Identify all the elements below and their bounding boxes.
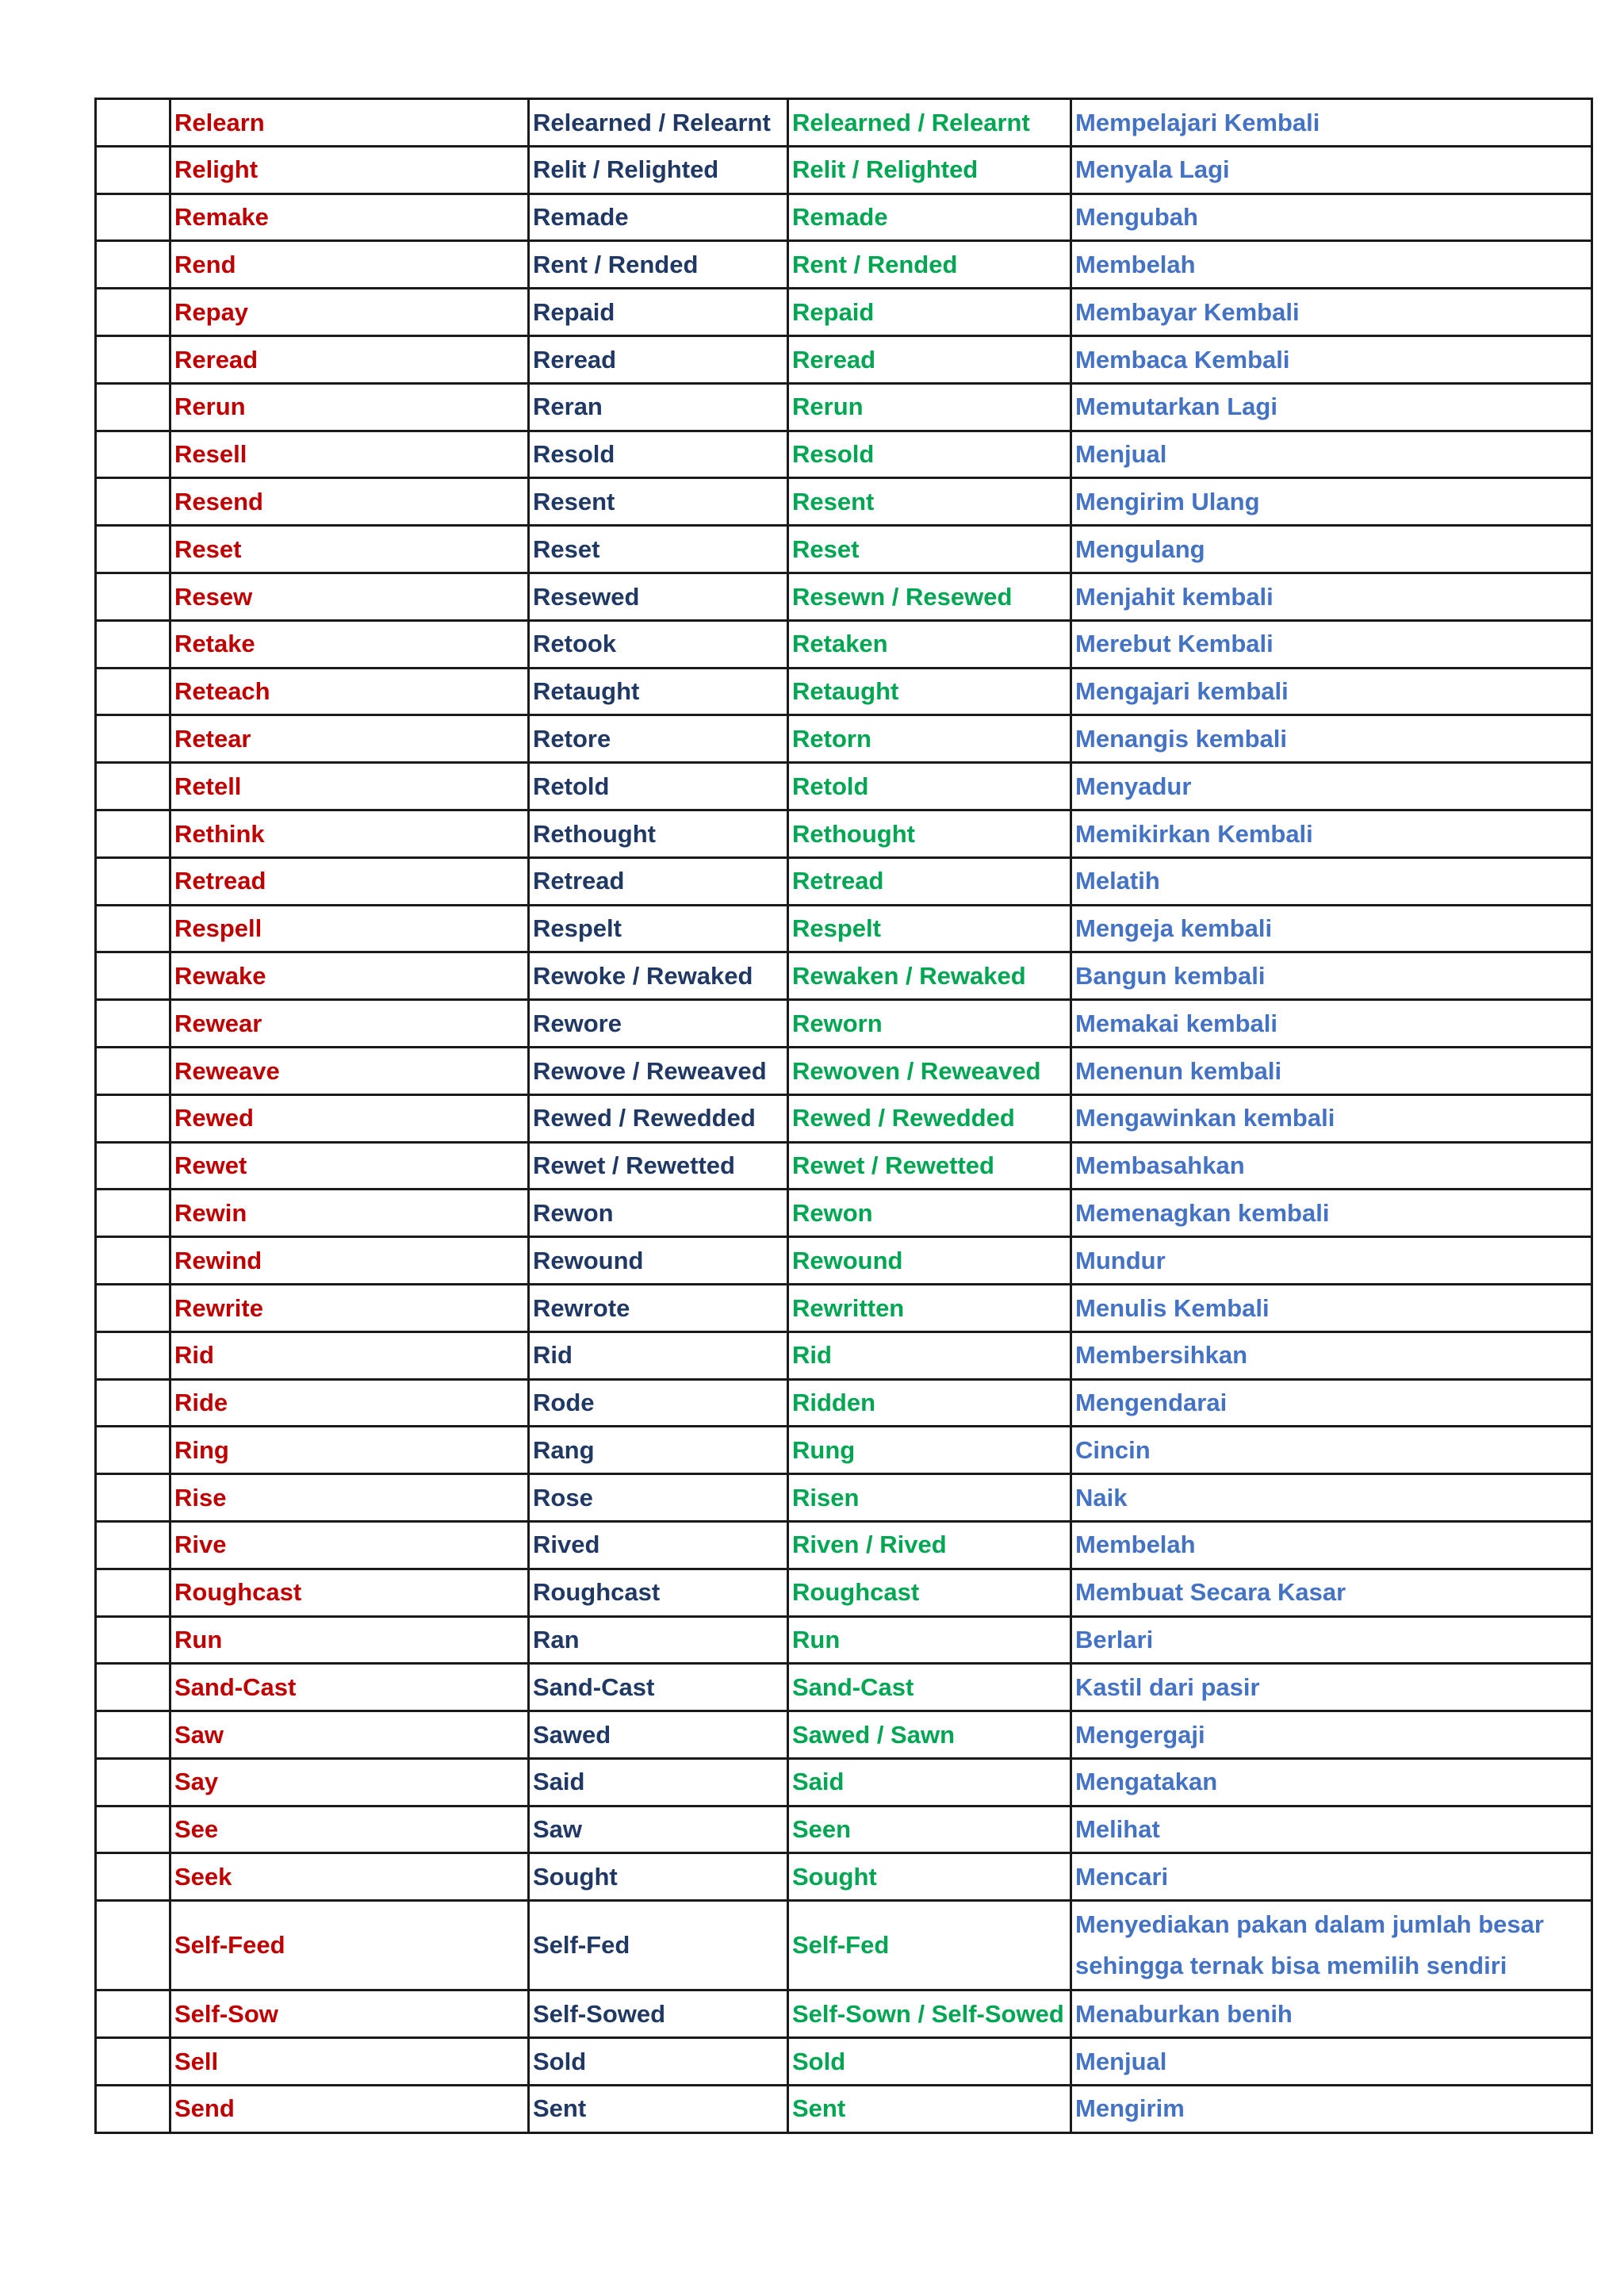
base-form-cell: Rewear [170,1000,529,1048]
base-form-cell: Reweave [170,1047,529,1094]
row-number-cell [96,905,170,952]
past-participle-cell: Riven / Rived [788,1521,1071,1569]
table-row [96,1190,1592,1237]
row-number-cell [96,1806,170,1853]
irregular-verbs-table [94,98,1593,2134]
past-simple-cell: Relearned / Relearnt [529,99,788,147]
table-row [96,241,1592,289]
meaning-cell: Melatih [1071,857,1592,905]
past-participle-cell: Reset [788,526,1071,573]
past-simple-cell: Retook [529,620,788,668]
base-form-cell: Rend [170,241,529,289]
past-simple-cell: Ran [529,1616,788,1664]
table-row [96,1521,1592,1569]
past-participle-cell: Retold [788,763,1071,810]
past-participle-cell: Sought [788,1853,1071,1901]
base-form-cell: Sell [170,2038,529,2086]
base-form-cell: Remake [170,193,529,241]
meaning-cell: Menyediakan pakan dalam jumlah besar sehingga ternak bisa memilih sendiri [1071,1901,1592,1990]
table-row [96,1142,1592,1190]
row-number-cell [96,193,170,241]
base-form-cell: Reread [170,335,529,383]
past-simple-cell: Rewet / Rewetted [529,1142,788,1190]
past-participle-cell: Retaught [788,668,1071,715]
base-form-cell: Rethink [170,810,529,857]
meaning-cell: Naik [1071,1474,1592,1522]
meaning-cell: Menangis kembali [1071,715,1592,763]
past-participle-cell: Resold [788,431,1071,478]
past-participle-cell: Sand-Cast [788,1664,1071,1711]
meaning-cell: Mengatakan [1071,1758,1592,1806]
meaning-cell: Membayar Kembali [1071,289,1592,336]
base-form-cell: Ride [170,1379,529,1427]
past-simple-cell: Retaught [529,668,788,715]
meaning-cell: Membaca Kembali [1071,335,1592,383]
row-number-cell [96,763,170,810]
meaning-cell: Merebut Kembali [1071,620,1592,668]
past-simple-cell: Sought [529,1853,788,1901]
past-simple-cell: Sawed [529,1711,788,1759]
base-form-cell: Relight [170,146,529,193]
past-simple-cell: Repaid [529,289,788,336]
table-row [96,99,1592,147]
row-number-cell [96,1569,170,1616]
row-number-cell [96,620,170,668]
row-number-cell [96,146,170,193]
past-simple-cell: Rode [529,1379,788,1427]
table-row [96,526,1592,573]
meaning-cell: Membelah [1071,241,1592,289]
past-simple-cell: Retold [529,763,788,810]
base-form-cell: Ring [170,1427,529,1474]
table-row [96,431,1592,478]
base-form-cell: Retear [170,715,529,763]
row-number-cell [96,1047,170,1094]
base-form-cell: Rewrite [170,1284,529,1331]
meaning-cell: Menulis Kembali [1071,1284,1592,1331]
base-form-cell: Rewind [170,1237,529,1285]
row-number-cell [96,478,170,526]
past-simple-cell: Reran [529,383,788,431]
past-participle-cell: Rewritten [788,1284,1071,1331]
table-row [96,905,1592,952]
meaning-cell: Mengulang [1071,526,1592,573]
table-row [96,857,1592,905]
row-number-cell [96,289,170,336]
meaning-cell: Menjual [1071,2038,1592,2086]
table-row [96,810,1592,857]
table-row [96,1664,1592,1711]
past-participle-cell: Seen [788,1806,1071,1853]
row-number-cell [96,1990,170,2038]
table-row [96,2038,1592,2086]
base-form-cell: Rewake [170,952,529,1000]
base-form-cell: Resell [170,431,529,478]
table-row [96,1427,1592,1474]
base-form-cell: Sand-Cast [170,1664,529,1711]
meaning-cell: Cincin [1071,1427,1592,1474]
table-row [96,1616,1592,1664]
row-number-cell [96,1521,170,1569]
meaning-cell: Mengendarai [1071,1379,1592,1427]
base-form-cell: Retake [170,620,529,668]
past-participle-cell: Rewoven / Reweaved [788,1047,1071,1094]
meaning-cell: Membersihkan [1071,1331,1592,1379]
past-participle-cell: Ridden [788,1379,1071,1427]
meaning-cell: Bangun kembali [1071,952,1592,1000]
table-row [96,1569,1592,1616]
row-number-cell [96,1474,170,1522]
meaning-cell: Membuat Secara Kasar [1071,1569,1592,1616]
row-number-cell [96,1094,170,1142]
table-row [96,146,1592,193]
base-form-cell: Retell [170,763,529,810]
past-participle-cell: Sent [788,2085,1071,2132]
row-number-cell [96,1284,170,1331]
meaning-cell: Memenagkan kembali [1071,1190,1592,1237]
meaning-cell: Mengirim [1071,2085,1592,2132]
table-row [96,668,1592,715]
past-participle-cell: Rewon [788,1190,1071,1237]
past-simple-cell: Rewed / Rewedded [529,1094,788,1142]
past-participle-cell: Rung [788,1427,1071,1474]
row-number-cell [96,2085,170,2132]
past-simple-cell: Roughcast [529,1569,788,1616]
past-simple-cell: Self-Fed [529,1901,788,1990]
row-number-cell [96,241,170,289]
past-participle-cell: Said [788,1758,1071,1806]
base-form-cell: Resend [170,478,529,526]
meaning-cell: Menaburkan benih [1071,1990,1592,2038]
meaning-cell: Mengeja kembali [1071,905,1592,952]
table-row [96,1901,1592,1990]
row-number-cell [96,810,170,857]
past-simple-cell: Rewound [529,1237,788,1285]
base-form-cell: Rise [170,1474,529,1522]
past-simple-cell: Saw [529,1806,788,1853]
row-number-cell [96,1664,170,1711]
past-simple-cell: Rid [529,1331,788,1379]
row-number-cell [96,335,170,383]
row-number-cell [96,1142,170,1190]
row-number-cell [96,1711,170,1759]
past-participle-cell: Respelt [788,905,1071,952]
row-number-cell [96,1331,170,1379]
past-participle-cell: Rewed / Rewedded [788,1094,1071,1142]
meaning-cell: Mundur [1071,1237,1592,1285]
row-number-cell [96,573,170,620]
row-number-cell [96,1853,170,1901]
past-simple-cell: Rewrote [529,1284,788,1331]
row-number-cell [96,526,170,573]
row-number-cell [96,2038,170,2086]
meaning-cell: Menenun kembali [1071,1047,1592,1094]
past-participle-cell: Retorn [788,715,1071,763]
base-form-cell: Rerun [170,383,529,431]
base-form-cell: Resew [170,573,529,620]
row-number-cell [96,1901,170,1990]
meaning-cell: Membelah [1071,1521,1592,1569]
table-row [96,193,1592,241]
base-form-cell: Send [170,2085,529,2132]
past-simple-cell: Said [529,1758,788,1806]
row-number-cell [96,1758,170,1806]
past-simple-cell: Sent [529,2085,788,2132]
table-row [96,1047,1592,1094]
past-simple-cell: Reread [529,335,788,383]
past-participle-cell: Relearned / Relearnt [788,99,1071,147]
row-number-cell [96,1379,170,1427]
table-row [96,1237,1592,1285]
past-participle-cell: Self-Sown / Self-Sowed [788,1990,1071,2038]
row-number-cell [96,1427,170,1474]
past-participle-cell: Rethought [788,810,1071,857]
past-participle-cell: Sawed / Sawn [788,1711,1071,1759]
row-number-cell [96,1000,170,1048]
meaning-cell: Memikirkan Kembali [1071,810,1592,857]
past-simple-cell: Relit / Relighted [529,146,788,193]
past-simple-cell: Remade [529,193,788,241]
verb-table-body [96,99,1592,2133]
base-form-cell: Say [170,1758,529,1806]
past-simple-cell: Reset [529,526,788,573]
table-row [96,1284,1592,1331]
past-simple-cell: Retread [529,857,788,905]
past-simple-cell: Retore [529,715,788,763]
meaning-cell: Mengajari kembali [1071,668,1592,715]
base-form-cell: Rive [170,1521,529,1569]
past-participle-cell: Reread [788,335,1071,383]
past-simple-cell: Rethought [529,810,788,857]
row-number-cell [96,1616,170,1664]
past-participle-cell: Resent [788,478,1071,526]
past-participle-cell: Run [788,1616,1071,1664]
past-simple-cell: Rose [529,1474,788,1522]
past-participle-cell: Rewaken / Rewaked [788,952,1071,1000]
base-form-cell: Retread [170,857,529,905]
past-simple-cell: Rived [529,1521,788,1569]
past-participle-cell: Rid [788,1331,1071,1379]
past-simple-cell: Rent / Rended [529,241,788,289]
table-row [96,715,1592,763]
past-participle-cell: Rent / Rended [788,241,1071,289]
meaning-cell: Menyala Lagi [1071,146,1592,193]
base-form-cell: Self-Feed [170,1901,529,1990]
past-simple-cell: Self-Sowed [529,1990,788,2038]
past-simple-cell: Sold [529,2038,788,2086]
past-participle-cell: Retread [788,857,1071,905]
past-participle-cell: Repaid [788,289,1071,336]
table-row [96,1806,1592,1853]
past-simple-cell: Rewove / Reweaved [529,1047,788,1094]
table-row [96,1000,1592,1048]
base-form-cell: See [170,1806,529,1853]
table-row [96,1990,1592,2038]
meaning-cell: Menjahit kembali [1071,573,1592,620]
past-participle-cell: Relit / Relighted [788,146,1071,193]
base-form-cell: Rewet [170,1142,529,1190]
past-participle-cell: Self-Fed [788,1901,1071,1990]
meaning-cell: Mencari [1071,1853,1592,1901]
row-number-cell [96,857,170,905]
meaning-cell: Mengergaji [1071,1711,1592,1759]
table-row [96,1758,1592,1806]
table-row [96,383,1592,431]
past-participle-cell: Roughcast [788,1569,1071,1616]
row-number-cell [96,431,170,478]
table-row [96,1331,1592,1379]
table-row [96,1474,1592,1522]
table-row [96,620,1592,668]
base-form-cell: Reteach [170,668,529,715]
meaning-cell: Kastil dari pasir [1071,1664,1592,1711]
base-form-cell: Seek [170,1853,529,1901]
table-row [96,1711,1592,1759]
past-participle-cell: Rewet / Rewetted [788,1142,1071,1190]
past-simple-cell: Resent [529,478,788,526]
past-participle-cell: Retaken [788,620,1071,668]
base-form-cell: Self-Sow [170,1990,529,2038]
table-row [96,1853,1592,1901]
base-form-cell: Relearn [170,99,529,147]
meaning-cell: Mengirim Ulang [1071,478,1592,526]
past-simple-cell: Rewon [529,1190,788,1237]
table-row [96,1379,1592,1427]
base-form-cell: Repay [170,289,529,336]
past-simple-cell: Sand-Cast [529,1664,788,1711]
meaning-cell: Mengawinkan kembali [1071,1094,1592,1142]
table-row [96,763,1592,810]
past-participle-cell: Rerun [788,383,1071,431]
base-form-cell: Saw [170,1711,529,1759]
past-simple-cell: Resold [529,431,788,478]
meaning-cell: Memakai kembali [1071,1000,1592,1048]
past-participle-cell: Remade [788,193,1071,241]
past-participle-cell: Resewn / Resewed [788,573,1071,620]
row-number-cell [96,668,170,715]
meaning-cell: Melihat [1071,1806,1592,1853]
base-form-cell: Rid [170,1331,529,1379]
past-participle-cell: Reworn [788,1000,1071,1048]
row-number-cell [96,99,170,147]
row-number-cell [96,952,170,1000]
table-row [96,289,1592,336]
meaning-cell: Menyadur [1071,763,1592,810]
table-row [96,2085,1592,2132]
base-form-cell: Rewin [170,1190,529,1237]
table-row [96,1094,1592,1142]
meaning-cell: Membasahkan [1071,1142,1592,1190]
meaning-cell: Memutarkan Lagi [1071,383,1592,431]
row-number-cell [96,383,170,431]
table-row [96,335,1592,383]
past-simple-cell: Respelt [529,905,788,952]
table-row [96,573,1592,620]
past-participle-cell: Rewound [788,1237,1071,1285]
base-form-cell: Respell [170,905,529,952]
base-form-cell: Run [170,1616,529,1664]
past-participle-cell: Risen [788,1474,1071,1522]
past-simple-cell: Rang [529,1427,788,1474]
meaning-cell: Mempelajari Kembali [1071,99,1592,147]
meaning-cell: Menjual [1071,431,1592,478]
table-row [96,952,1592,1000]
base-form-cell: Rewed [170,1094,529,1142]
table-row [96,478,1592,526]
past-simple-cell: Rewore [529,1000,788,1048]
past-simple-cell: Resewed [529,573,788,620]
past-participle-cell: Sold [788,2038,1071,2086]
row-number-cell [96,715,170,763]
base-form-cell: Roughcast [170,1569,529,1616]
meaning-cell: Mengubah [1071,193,1592,241]
meaning-cell: Berlari [1071,1616,1592,1664]
past-simple-cell: Rewoke / Rewaked [529,952,788,1000]
base-form-cell: Reset [170,526,529,573]
row-number-cell [96,1190,170,1237]
row-number-cell [96,1237,170,1285]
